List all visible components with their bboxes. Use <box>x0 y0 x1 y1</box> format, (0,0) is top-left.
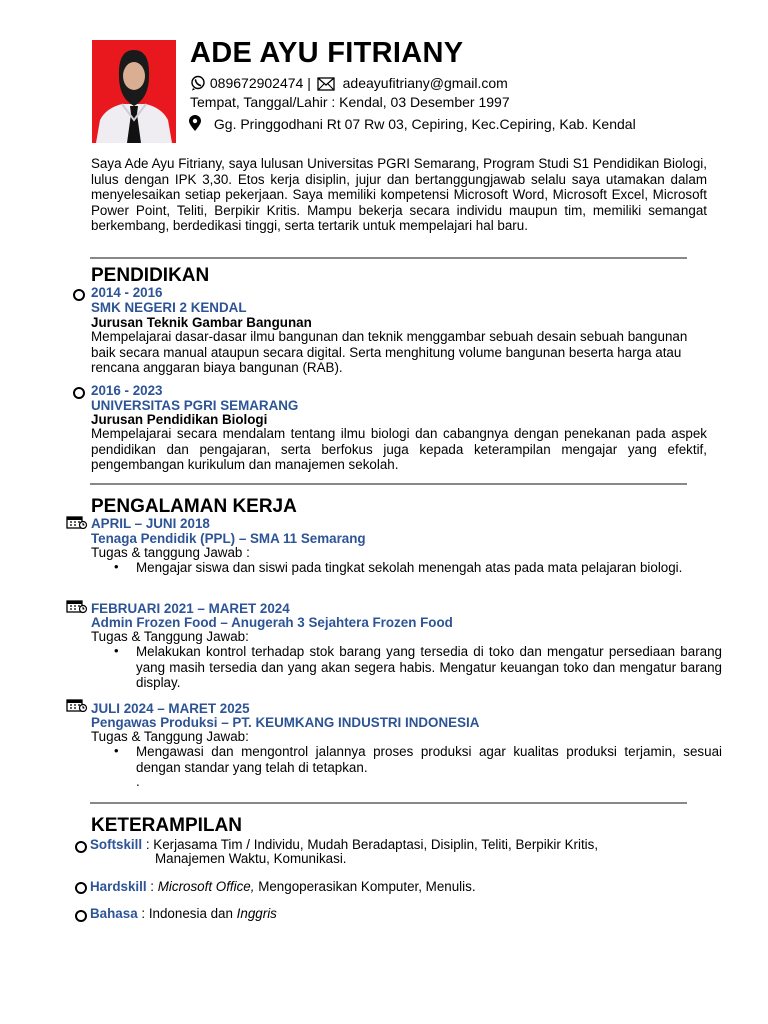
contact-line <box>190 75 508 91</box>
language-list: Indonesia dan <box>148 906 237 921</box>
softskill-list: Kerjasama Tim / Individu, Mudah Beradaptasi, Disiplin, Teliti, Berpikir Kritis, <box>153 837 599 852</box>
hardskill-label: Hardskill <box>90 879 147 894</box>
email-address[interactable]: adeayufitriany@gmail.com <box>342 75 508 91</box>
bullet-icon: • <box>114 559 119 574</box>
education-description: Mempelajarai dasar-dasar ilmu bangunan dan teknik menggambar sebuah desain sebuah bangunan baik secara manual ataupun secara digital. Serta menghitung volume bangunan beserta harga atau rencana anggaran biaya bangunan (RAB). <box>91 329 688 376</box>
education-years: 2014 - 2016 <box>91 285 163 300</box>
language-separator: : <box>137 906 149 921</box>
job-duty-label: Tugas & Tanggung Jawab: <box>91 729 249 744</box>
job-duty-label: Tugas & Tanggung Jawab: <box>91 629 249 644</box>
job-period: FEBRUARI 2021 – MARET 2024 <box>91 601 290 616</box>
job-duty: Mengajar siswa dan siswi pada tingkat sekolah menengah atas pada mata pelajaran biologi. <box>136 560 683 575</box>
softskill-list-continued: Manajemen Waktu, Komunikasi. <box>155 851 347 866</box>
job-role: Tenaga Pendidik (PPL) – SMA 11 Semarang <box>91 531 366 546</box>
section-title-skills: KETERAMPILAN <box>91 815 242 836</box>
skill-bullet-icon <box>75 910 87 922</box>
job-duty: Mengawasi dan mengontrol jalannya proses produksi agar kualitas produksi terjamin, sesuai dengan standar yang telah di tetapkan. <box>136 744 722 775</box>
education-bullet-icon <box>73 289 85 301</box>
education-school: SMK NEGERI 2 KENDAL <box>91 300 247 315</box>
section-title-experience: PENGALAMAN KERJA <box>91 496 297 517</box>
job-period: APRIL – JUNI 2018 <box>91 516 210 531</box>
address-text: Gg. Pringgodhani Rt 07 Rw 03, Cepiring, Kec.Cepiring, Kab. Kendal <box>213 116 636 132</box>
divider <box>90 257 687 259</box>
bullet-icon: • <box>114 743 119 758</box>
section-title-education: PENDIDIKAN <box>91 265 210 286</box>
softskill-separator: : <box>142 837 154 852</box>
divider <box>90 483 687 485</box>
mail-icon <box>317 75 339 91</box>
skill-bullet-icon <box>75 882 87 894</box>
softskill-label: Softskill <box>90 837 143 852</box>
skill-bullet-icon <box>75 841 87 853</box>
full-name: ADE AYU FITRIANY <box>190 37 464 69</box>
education-major: Jurusan Teknik Gambar Bangunan <box>91 315 312 330</box>
language-label: Bahasa <box>90 906 138 921</box>
language-row <box>90 906 277 922</box>
bullet-icon: • <box>114 643 119 658</box>
hardskill-list: Mengoperasikan Komputer, Menulis. <box>254 879 476 894</box>
profile-summary: Saya Ade Ayu Fitriany, saya lulusan Universitas PGRI Semarang, Program Studi S1 Pendidikan Biologi, lulus dengan IPK 3,30. Etos kerja disiplin, jujur dan bertanggungjawab selalu saya utamakan dalam menyelesaikan setiap pekerjaan. Saya memiliki kompetensi Microsoft Word, Microsoft Excel, Microsoft Power Point, Teliti, Berpikir Kritis. Mampu bekerja secara individu maupun tim, memiliki semangat berkembang, berdedikasi tinggi, serta tertarik untuk mempelajari hal baru. <box>91 156 707 234</box>
education-years: 2016 - 2023 <box>91 383 163 398</box>
address-line <box>188 115 636 132</box>
divider <box>90 802 687 804</box>
education-major: Jurusan Pendidikan Biologi <box>91 412 268 427</box>
hardskill-italic: Microsoft Office, <box>157 879 255 894</box>
birth-info: Tempat, Tanggal/Lahir : Kendal, 03 Desember 1997 <box>190 94 510 110</box>
job-period: JULI 2024 – MARET 2025 <box>91 701 250 716</box>
job-role: Pengawas Produksi – PT. KEUMKANG INDUSTRI INDONESIA <box>91 715 480 730</box>
education-school: UNIVERSITAS PGRI SEMARANG <box>91 398 299 413</box>
phone-number[interactable]: 089672902474 | <box>209 75 311 91</box>
education-description: Mempelajarai secara mendalam tentang ilmu biologi dan cabangnya dengan penekanan pada aspek pendidikan dan pengajaran, serta berfokus juga kepada keterampilan mengajar yang efektif, pengembangan kurikulum dan manajemen sekolah. <box>91 426 707 473</box>
calendar-icon <box>66 599 88 618</box>
hardskill-row <box>90 879 476 895</box>
education-bullet-icon <box>73 387 85 399</box>
whatsapp-icon <box>190 75 210 91</box>
job-duty-label: Tugas & tanggung Jawab : <box>91 545 250 560</box>
trailing-period: . <box>136 774 140 789</box>
profile-photo <box>92 40 176 143</box>
calendar-icon <box>66 515 88 534</box>
location-pin-icon <box>188 116 206 132</box>
job-role: Admin Frozen Food – Anugerah 3 Sejahtera Frozen Food <box>91 615 453 630</box>
calendar-icon <box>66 698 88 717</box>
hardskill-separator: : <box>146 879 158 894</box>
language-italic: Inggris <box>236 906 277 921</box>
job-duty: Melakukan kontrol terhadap stok barang yang tersedia di toko dan mengatur persediaan barang yang masih tersedia dan yang akan segera habis. Mengatur keuangan toko dan mengatur barang display. <box>136 644 722 691</box>
